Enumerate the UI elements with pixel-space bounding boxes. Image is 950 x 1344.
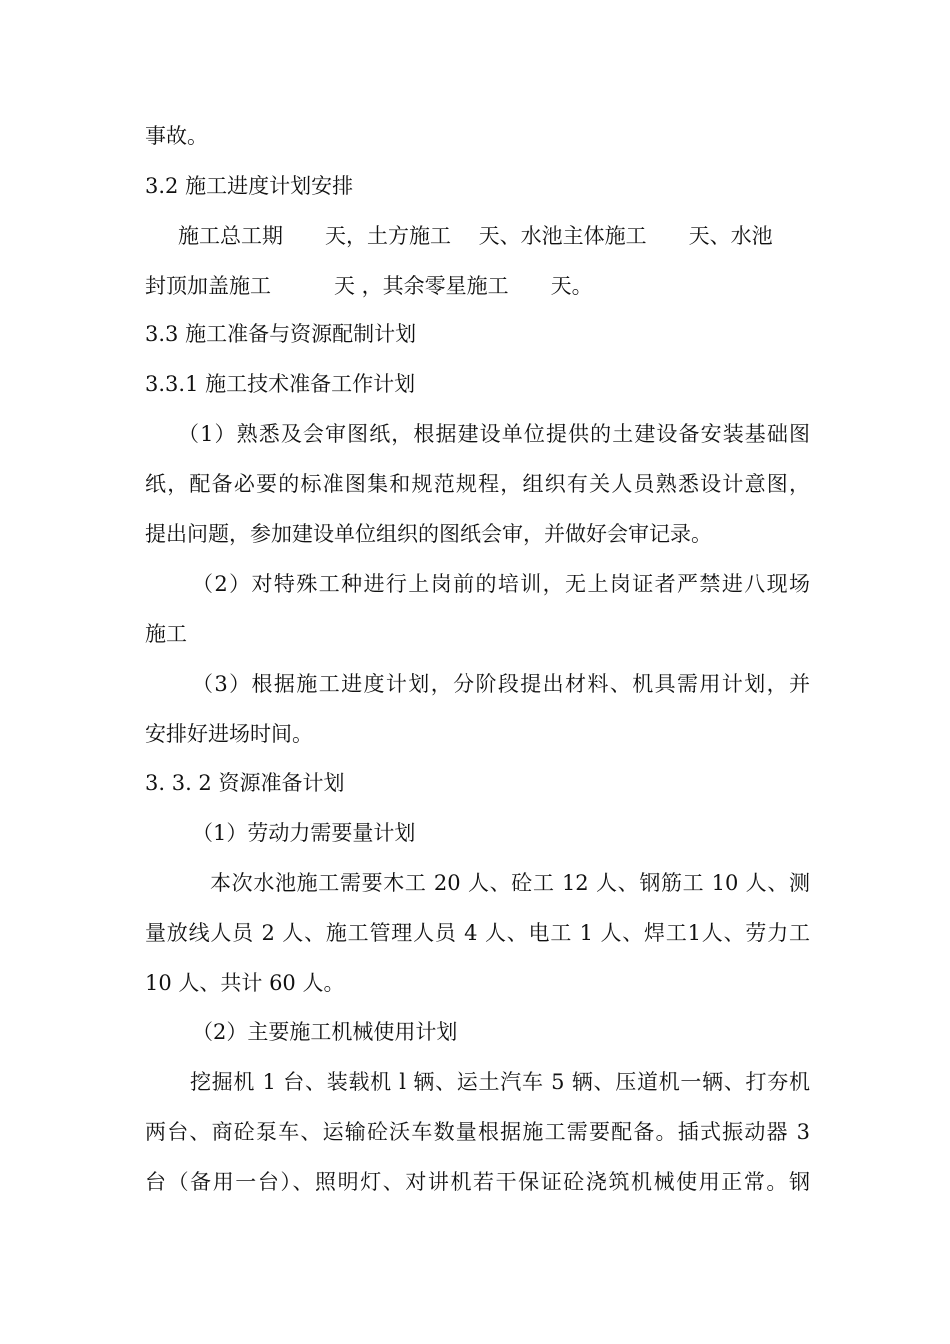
text-line: 施工总工期 天，土方施工 天、水池主体施工 天、水池 bbox=[178, 224, 773, 248]
text-line: 两台、商砼泵车、运输砼沃车数量根据施工需要配备。插式振动器 3 bbox=[145, 1120, 810, 1144]
text-line: 台（备用一台）、照明灯、对讲机若干保证砼浇筑机械使用正常。钢 bbox=[145, 1170, 810, 1194]
text-line: 事故。 bbox=[145, 124, 208, 148]
section-heading: 3.3.1 施工技术准备工作计划 bbox=[145, 372, 416, 396]
text-line: （3）根据施工进度计划，分阶段提出材料、机具需用计划，并 bbox=[192, 672, 810, 696]
subsection-heading: （1）劳动力需要量计划 bbox=[192, 821, 416, 845]
section-heading: 3.3 施工准备与资源配制计划 bbox=[145, 322, 417, 346]
section-heading: 3. 3. 2 资源准备计划 bbox=[145, 771, 345, 795]
text-line: （1）熟悉及会审图纸，根据建设单位提供的土建设备安装基础图 bbox=[178, 422, 810, 446]
text-line: 挖掘机 1 台、装载机 l 辆、运土汽车 5 辆、压道机一辆、打夯机 bbox=[190, 1070, 810, 1094]
text-line: （2）对特殊工种进行上岗前的培训，无上岗证者严禁进八现场 bbox=[192, 572, 810, 596]
text-line: 量放线人员 2 人、施工管理人员 4 人、电工 1 人、焊工1人、劳力工 bbox=[145, 921, 810, 945]
text-line: 纸，配备必要的标准图集和规范规程，组织有关人员熟悉设计意图， bbox=[145, 472, 810, 496]
text-line: 施工 bbox=[145, 622, 187, 646]
text-line: 本次水池施工需要木工 20 人、砼工 12 人、钢筋工 10 人、测 bbox=[210, 871, 810, 895]
text-line: 封顶加盖施工 天 ，其余零星施工 天。 bbox=[145, 274, 593, 298]
text-line: 安排好进场时间。 bbox=[145, 722, 313, 746]
subsection-heading: （2）主要施工机械使用计划 bbox=[192, 1020, 458, 1044]
text-line: 10 人、共计 60 人。 bbox=[145, 971, 345, 995]
text-line: 提出问题，参加建设单位组织的图纸会审，并做好会审记录。 bbox=[145, 522, 712, 546]
section-heading: 3.2 施工进度计划安排 bbox=[145, 174, 354, 198]
